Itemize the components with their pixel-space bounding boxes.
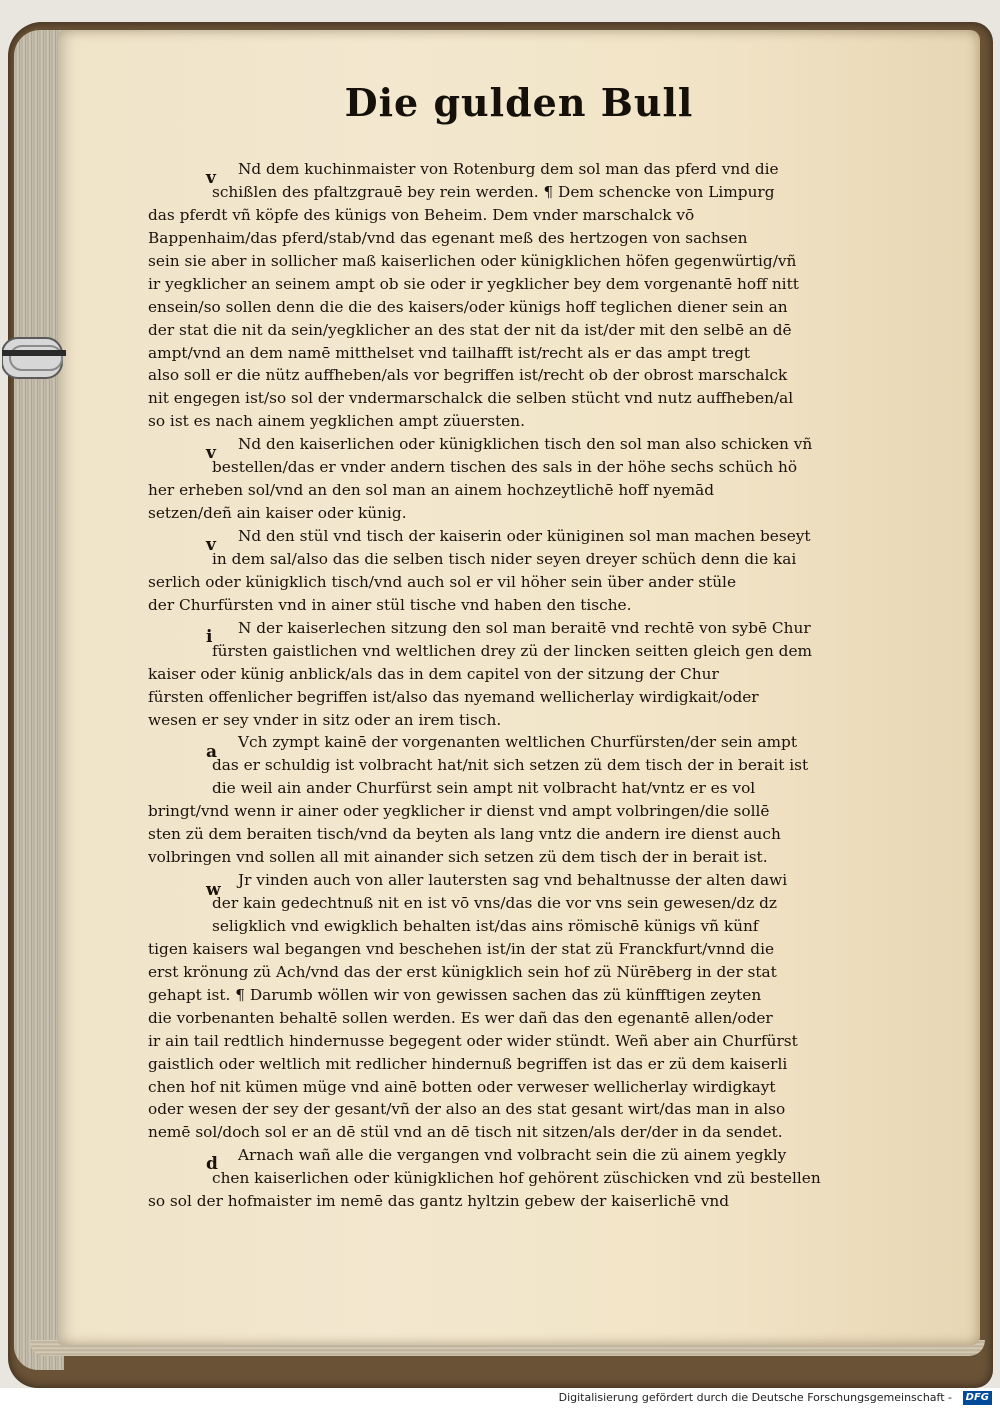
margin-letter: d bbox=[206, 1154, 218, 1174]
margin-letter: v bbox=[206, 535, 216, 555]
text-line: gehapt ist. ¶ Darumb wöllen wir von gewissen sachen das zü künfftigen zeyten bbox=[148, 985, 762, 1004]
text-line: ampt/vnd an dem namē mitthelset vnd tailhafft ist/recht als er das ampt tregt bbox=[148, 343, 751, 362]
text-line: setzen/deñ ain kaiser oder künig. bbox=[148, 504, 407, 523]
text-line: fürsten gaistlichen vnd weltlichen drey zü der lincken seitten gleich gen dem bbox=[212, 641, 813, 660]
text-line: tigen kaisers wal begangen vnd beschehen ist/in der stat zü Franckfurt/vnnd die bbox=[148, 939, 775, 958]
text-line: Bappenhaim/das pferd/stab/vnd das egenant meß des hertzogen von sachsen bbox=[148, 228, 748, 247]
page-edges bbox=[14, 30, 64, 1370]
text-line: so sol der hofmaister im nemē das gantz hyltzin gebew der kaiserlichē vnd bbox=[148, 1192, 730, 1211]
text-line: serlich oder künigklich tisch/vnd auch sol er vil höher sein über ander stüle bbox=[148, 572, 737, 591]
text-line: Nd dem kuchinmaister von Rotenburg dem sol man das pferd vnd die bbox=[238, 160, 779, 178]
text-line: Vch zympt kainē der vorgenanten weltlichen Churfürsten/der sein ampt bbox=[238, 733, 798, 752]
text-line: das er schuldig ist volbracht hat/nit sich setzen zü dem tisch der in berait ist bbox=[212, 756, 809, 775]
text-line: fürsten offenlicher begriffen ist/also das nyemand wellicherlay wirdigkait/oder bbox=[148, 687, 759, 706]
text-line: nit engegen ist/so sol der vndermarschalck die selben stücht vnd nutz auffheben/al bbox=[148, 389, 794, 408]
text-line: der Churfürsten vnd in ainer stül tische vnd haben den tische. bbox=[148, 595, 632, 614]
text-line: nemē sol/doch sol er an dē stül vnd an dē tisch nit sitzen/als der/der in da sendet. bbox=[148, 1123, 783, 1142]
margin-letter: i bbox=[206, 627, 213, 647]
text-line: her erheben sol/vnd an den sol man an ainem hochzeytlichē hoff nyemād bbox=[148, 481, 715, 500]
margin-letter: v bbox=[206, 168, 216, 188]
text-line: schißlen des pfaltzgrauē bey rein werden. ¶ Dem schencke von Limpurg bbox=[212, 182, 775, 201]
text-line: N der kaiserlechen sitzung den sol man beraitē vnd rechtē von sybē Chur bbox=[238, 618, 811, 637]
text-line: ensein/so sollen denn die die des kaisers/oder künigs hoff teglichen diener sein an bbox=[148, 297, 788, 316]
page-title: Die gulden Bull bbox=[344, 80, 694, 125]
footer-credit: Digitalisierung gefördert durch die Deutsche Forschungsgemeinschaft - bbox=[558, 1391, 952, 1404]
text-line: seligklich vnd ewigklich behalten ist/das ains römischē künigs vñ künf bbox=[212, 916, 759, 935]
page-text bbox=[148, 158, 938, 1213]
text-line: die weil ain ander Churfürst sein ampt nit volbracht hat/vntz er es vol bbox=[212, 779, 756, 798]
text-line: Nd den kaiserlichen oder künigklichen tisch den sol man also schicken vñ bbox=[238, 435, 813, 454]
text-line: volbringen vnd sollen all mit ainander sich setzen zü dem tisch der in berait ist. bbox=[148, 848, 768, 867]
text-line: also soll er die nütz auffheben/als vor begriffen ist/recht ob der obrost marschalck bbox=[148, 366, 788, 385]
text-line: chen kaiserlichen oder künigklichen hof gehörent züschicken vnd zü bestellen bbox=[212, 1169, 821, 1188]
text-line: in dem sal/also das die selben tisch nider seyen dreyer schüch denn die kai bbox=[212, 549, 797, 568]
margin-letter: v bbox=[206, 443, 216, 463]
book-page bbox=[58, 30, 980, 1345]
margin-letter: w bbox=[206, 880, 221, 900]
margin-letter: a bbox=[206, 742, 218, 762]
text-line: wesen er sey vnder in sitz oder an irem tisch. bbox=[148, 710, 502, 729]
text-line: die vorbenanten behaltē sollen werden. Es wer dañ das den egenantē allen/oder bbox=[148, 1008, 773, 1027]
text-line: sein sie aber in sollicher maß kaiserlichen oder künigklichen höfen gegenwürtig/vñ bbox=[148, 251, 797, 270]
book-clip bbox=[2, 326, 76, 390]
text-line: so ist es nach ainem yegklichen ampt züuersten. bbox=[148, 412, 526, 431]
text-line: ir yegklicher an seinem ampt ob sie oder ir yegklicher bey dem vorgenantē hoff nitt bbox=[148, 274, 799, 293]
text-line: Nd den stül vnd tisch der kaiserin oder küniginen sol man machen beseyt bbox=[238, 527, 811, 545]
text-line: erst krönung zü Ach/vnd das der erst künigklich sein hof zü Nürēberg in der stat bbox=[148, 962, 777, 981]
text-line: oder wesen der sey der gesant/vñ der also an des stat gesant wirt/das man in also bbox=[148, 1100, 786, 1119]
text-line: der stat die nit da sein/yegklicher an des stat der nit da ist/der mit den selbē an dē bbox=[148, 320, 792, 339]
footer-bar bbox=[0, 1388, 1000, 1408]
text-line: das pferdt vñ köpfe des künigs von Beheim. Dem vnder marschalck vō bbox=[148, 205, 695, 224]
text-line: Jr vinden auch von aller lautersten sag vnd behaltnusse der alten dawi bbox=[238, 871, 788, 890]
text-line: Arnach wañ alle die vergangen vnd volbracht sein die zü ainem yegkly bbox=[238, 1146, 787, 1165]
text-line: gaistlich oder weltlich mit redlicher hindernuß begriffen ist das er zü dem kaiserli bbox=[148, 1054, 788, 1073]
dfg-logo: DFG bbox=[963, 1391, 992, 1405]
text-line: sten zü dem beraiten tisch/vnd da beyten als lang vntz die andern ire dienst auch bbox=[148, 825, 781, 844]
text-line: bestellen/das er vnder andern tischen des sals in der höhe sechs schüch hö bbox=[212, 458, 798, 477]
text-line: bringt/vnd wenn ir ainer oder yegklicher ir dienst vnd ampt volbringen/die sollē bbox=[148, 802, 770, 821]
text-line: kaiser oder künig anblick/als das in dem capitel von der sitzung der Chur bbox=[148, 664, 719, 683]
text-line: chen hof nit kümen müge vnd ainē botten oder verweser wellicherlay wirdigkayt bbox=[148, 1077, 776, 1096]
text-line: ir ain tail redtlich hindernusse begegent oder wider stündt. Weñ aber ain Churfürst bbox=[148, 1031, 798, 1050]
text-line: der kain gedechtnuß nit en ist vō vns/das die vor vns sein gewesen/dz dz bbox=[212, 894, 777, 912]
